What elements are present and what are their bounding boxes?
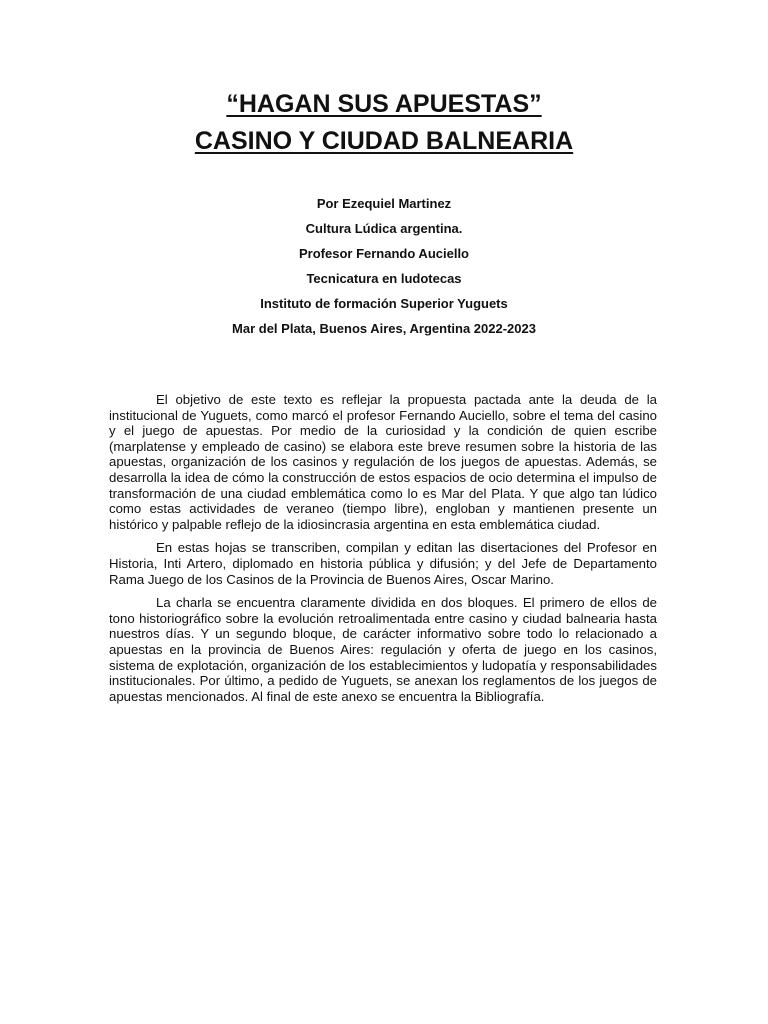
title-line-1: “HAGAN SUS APUESTAS” (226, 90, 542, 118)
author-line: Por Ezequiel Martinez (316, 196, 452, 211)
program-line: Tecnicatura en ludotecas (306, 271, 462, 286)
body-text (109, 392, 657, 712)
paragraph-1: El objetivo de este texto es reflejar la propuesta pactada ante la deuda de la institucional de Yuguets, como marcó el profesor Fernando Auciello, sobre el tema del casino y el juego de apuestas. Por medio de la curiosidad y la condición de quien escribe (marplatense y empleado de casino) se elabora este breve resumen sobre la historia de las apuestas, organización de los casinos y regulación de los juegos de apuestas. Además, se desarrolla la idea de cómo la construcción de estos espacios de ocio determina el impulso de transformación de una ciudad emblemática como lo es Mar del Plata. Y que algo tan lúdico como estas actividades de veraneo (tiempo libre), engloban y mantienen presente un histórico y palpable reflejo de la idiosincrasia argentina en esta emblemática ciudad. (109, 392, 657, 532)
course-line: Cultura Lúdica argentina. (305, 221, 463, 236)
title-line-2: CASINO Y CIUDAD BALNEARIA (194, 127, 574, 155)
location-date-line: Mar del Plata, Buenos Aires, Argentina 2022-2023 (232, 321, 536, 336)
document-title (0, 86, 768, 160)
paragraph-3: La charla se encuentra claramente dividida en dos bloques. El primero de ellos de tono historiográfico sobre la evolución retroalimentada entre casino y ciudad balnearia hasta nuestros días. Y un segundo bloque, de carácter informativo sobre todo lo relacionado a apuestas en la provincia de Buenos Aires: regulación y oferta de juego en los casinos, sistema de explotación, organización de los establecimientos y ludopatía y responsabilidades institucionales. Por último, a pedido de Yuguets, se anexan los reglamentos de los juegos de apuestas mencionados. Al final de este anexo se encuentra la Bibliografía. (109, 595, 657, 704)
author-info (0, 191, 768, 341)
paragraph-2: En estas hojas se transcriben, compilan y editan las disertaciones del Profesor en Historia, Inti Artero, diplomado en historia pública y difusión; y del Jefe de Departamento Rama Juego de los Casinos de la Provincia de Buenos Aires, Oscar Marino. (109, 540, 657, 587)
institute-line: Instituto de formación Superior Yuguets (260, 296, 508, 311)
professor-line: Profesor Fernando Auciello (299, 246, 469, 261)
